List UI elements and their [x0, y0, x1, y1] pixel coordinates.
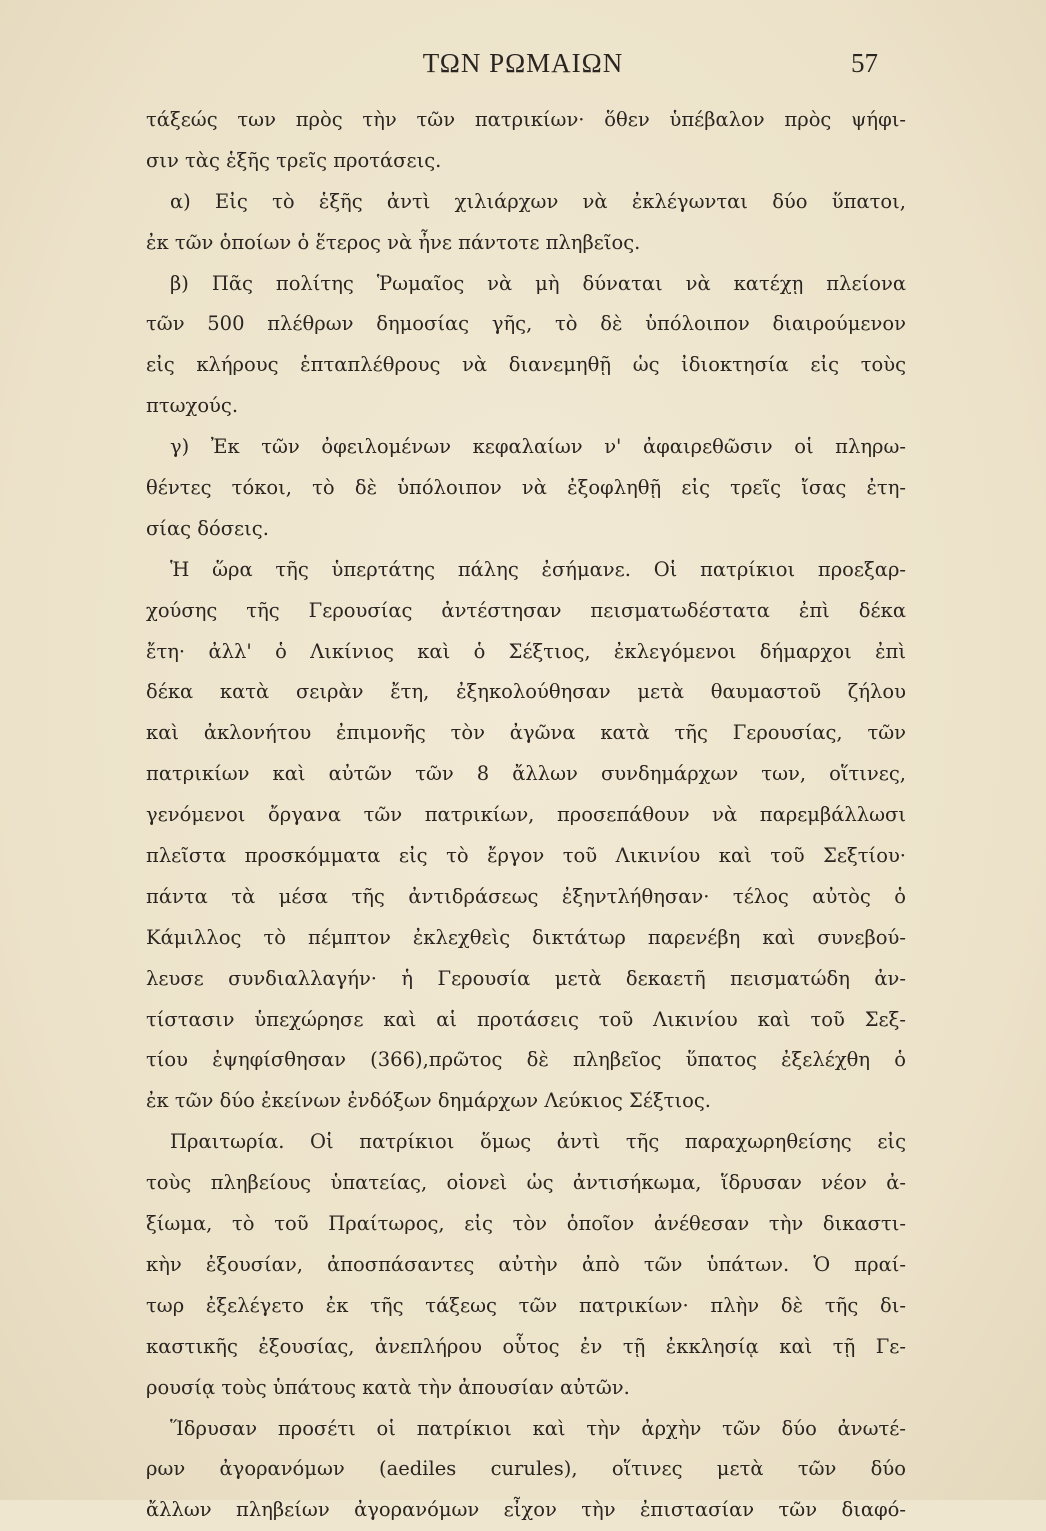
text-line: ἔτη· ἀλλ' ὁ Λικίνιος καὶ ὁ Σέξτιος, ἐκλεγόμενοι δήμαρχοι ἐπὶ: [146, 639, 906, 663]
text-line: ἐκ τῶν ὁποίων ὁ ἕτερος νὰ ἦνε πάντοτε πληβεῖος.: [146, 230, 641, 254]
text-line: πλεῖστα προσκόμματα εἰς τὸ ἔργον τοῦ Λικινίου καὶ τοῦ Σεξτίου·: [146, 844, 906, 868]
text-line: Κάμιλλος τὸ πέμπτον ἐκλεχθεὶς δικτάτωρ παρενέβη καὶ συνεβού-: [146, 925, 906, 949]
text-line: σίας δόσεις.: [146, 516, 269, 540]
text-line: ρουσίᾳ τοὺς ὑπάτους κατὰ τὴν ἀπουσίαν αὐτῶν.: [146, 1375, 630, 1399]
text-line: ἄλλων πληβείων ἀγορανόμων εἶχον τὴν ἐπιστασίαν τῶν διαφό-: [146, 1498, 906, 1522]
text-line: γ) Ἐκ τῶν ὀφειλομένων κεφαλαίων ν' ἀφαιρεθῶσιν οἱ πληρω-: [170, 435, 906, 459]
text-line: α) Εἰς τὸ ἑξῆς ἀντὶ χιλιάρχων νὰ ἐκλέγωνται δύο ὕπατοι,: [170, 189, 906, 213]
text-line: σιν τὰς ἑξῆς τρεῖς προτάσεις.: [146, 148, 442, 172]
text-line: τοὺς πληβείους ὑπατείας, οἱονεὶ ὡς ἀντισήκωμα, ἵδρυσαν νέον ἀ-: [146, 1171, 906, 1195]
text-line: ξίωμα, τὸ τοῦ Πραίτωρος, εἰς τὸν ὁποῖον ἀνέθεσαν τὴν δικαστι-: [146, 1212, 906, 1236]
text-line: πάντα τὰ μέσα τῆς ἀντιδράσεως ἐξηντλήθησαν· τέλος αὐτὸς ὁ: [146, 884, 906, 908]
running-head: [0, 48, 1046, 88]
text-line: τωρ ἐξελέγετο ἐκ τῆς τάξεως τῶν πατρικίων· πλὴν δὲ τῆς δι-: [146, 1293, 906, 1317]
page-title: ΤΩΝ ΡΩΜΑΙΩΝ: [422, 48, 624, 78]
text-line: τίου ἐψηφίσθησαν (366),πρῶτος δὲ πληβεῖος ὕπατος ἐξελέχθη ὁ: [146, 1048, 906, 1072]
text-line: εἰς κλήρους ἑπταπλέθρους νὰ διανεμηθῇ ὡς ἰδιοκτησία εἰς τοὺς: [146, 353, 906, 377]
text-line: τῶν 500 πλέθρων δημοσίας γῆς, τὸ δὲ ὑπόλοιπον διαιρούμενον: [146, 312, 906, 336]
text-line: κὴν ἐξουσίαν, ἀποσπάσαντες αὐτὴν ἀπὸ τῶν ὑπάτων. Ὁ πραί-: [146, 1252, 906, 1276]
text-line: γενόμενοι ὄργανα τῶν πατρικίων, προσεπάθουν νὰ παρεμβάλλωσι: [146, 803, 906, 827]
text-line: πτωχούς.: [146, 394, 239, 418]
text-line: Πραιτωρία. Οἱ πατρίκιοι ὅμως ἀντὶ τῆς παραχωρηθείσης εἰς: [170, 1130, 906, 1154]
text-line: χούσης τῆς Γερουσίας ἀντέστησαν πεισματωδέστατα ἐπὶ δέκα: [146, 598, 906, 622]
text-line: ρων ἀγορανόμων (aediles curules), οἵτινες μετὰ τῶν δύο: [146, 1457, 906, 1481]
text-line: δέκα κατὰ σειρὰν ἔτη, ἐξηκολούθησαν μετὰ θαυμαστοῦ ζήλου: [146, 680, 906, 704]
page-number: 57: [851, 48, 878, 78]
body-text: [146, 100, 906, 1531]
text-line: Ἡ ὥρα τῆς ὑπερτάτης πάλης ἐσήμανε. Οἱ πατρίκιοι προεξαρ-: [170, 557, 906, 581]
text-line: τίστασιν ὑπεχώρησε καὶ αἱ προτάσεις τοῦ Λικινίου καὶ τοῦ Σεξ-: [146, 1007, 906, 1031]
text-line: πατρικίων καὶ αὐτῶν τῶν 8 ἄλλων συνδημάρχων των, οἵτινες,: [146, 762, 906, 786]
text-line: καστικῆς ἐξουσίας, ἀνεπλήρου οὗτος ἐν τῇ ἐκκλησίᾳ καὶ τῇ Γε-: [146, 1334, 906, 1358]
text-line: θέντες τόκοι, τὸ δὲ ὑπόλοιπον νὰ ἐξοφληθῇ εἰς τρεῖς ἴσας ἐτη-: [146, 476, 906, 500]
text-line: β) Πᾶς πολίτης Ῥωμαῖος νὰ μὴ δύναται νὰ κατέχῃ πλείονα: [170, 271, 906, 295]
text-line: λευσε συνδιαλλαγήν· ἡ Γερουσία μετὰ δεκαετῆ πεισματώδη ἀν-: [146, 966, 906, 990]
text-line: καὶ ἀκλονήτου ἐπιμονῆς τὸν ἀγῶνα κατὰ τῆς Γερουσίας, τῶν: [146, 721, 906, 745]
text-line: Ἵδρυσαν προσέτι οἱ πατρίκιοι καὶ τὴν ἀρχὴν τῶν δύο ἀνωτέ-: [170, 1416, 906, 1440]
text-line: τάξεώς των πρὸς τὴν τῶν πατρικίων· ὅθεν ὑπέβαλον πρὸς ψήφι-: [146, 108, 906, 131]
text-line: ἐκ τῶν δύο ἐκείνων ἐνδόξων δημάρχων Λεύκιος Σέξτιος.: [146, 1089, 711, 1113]
